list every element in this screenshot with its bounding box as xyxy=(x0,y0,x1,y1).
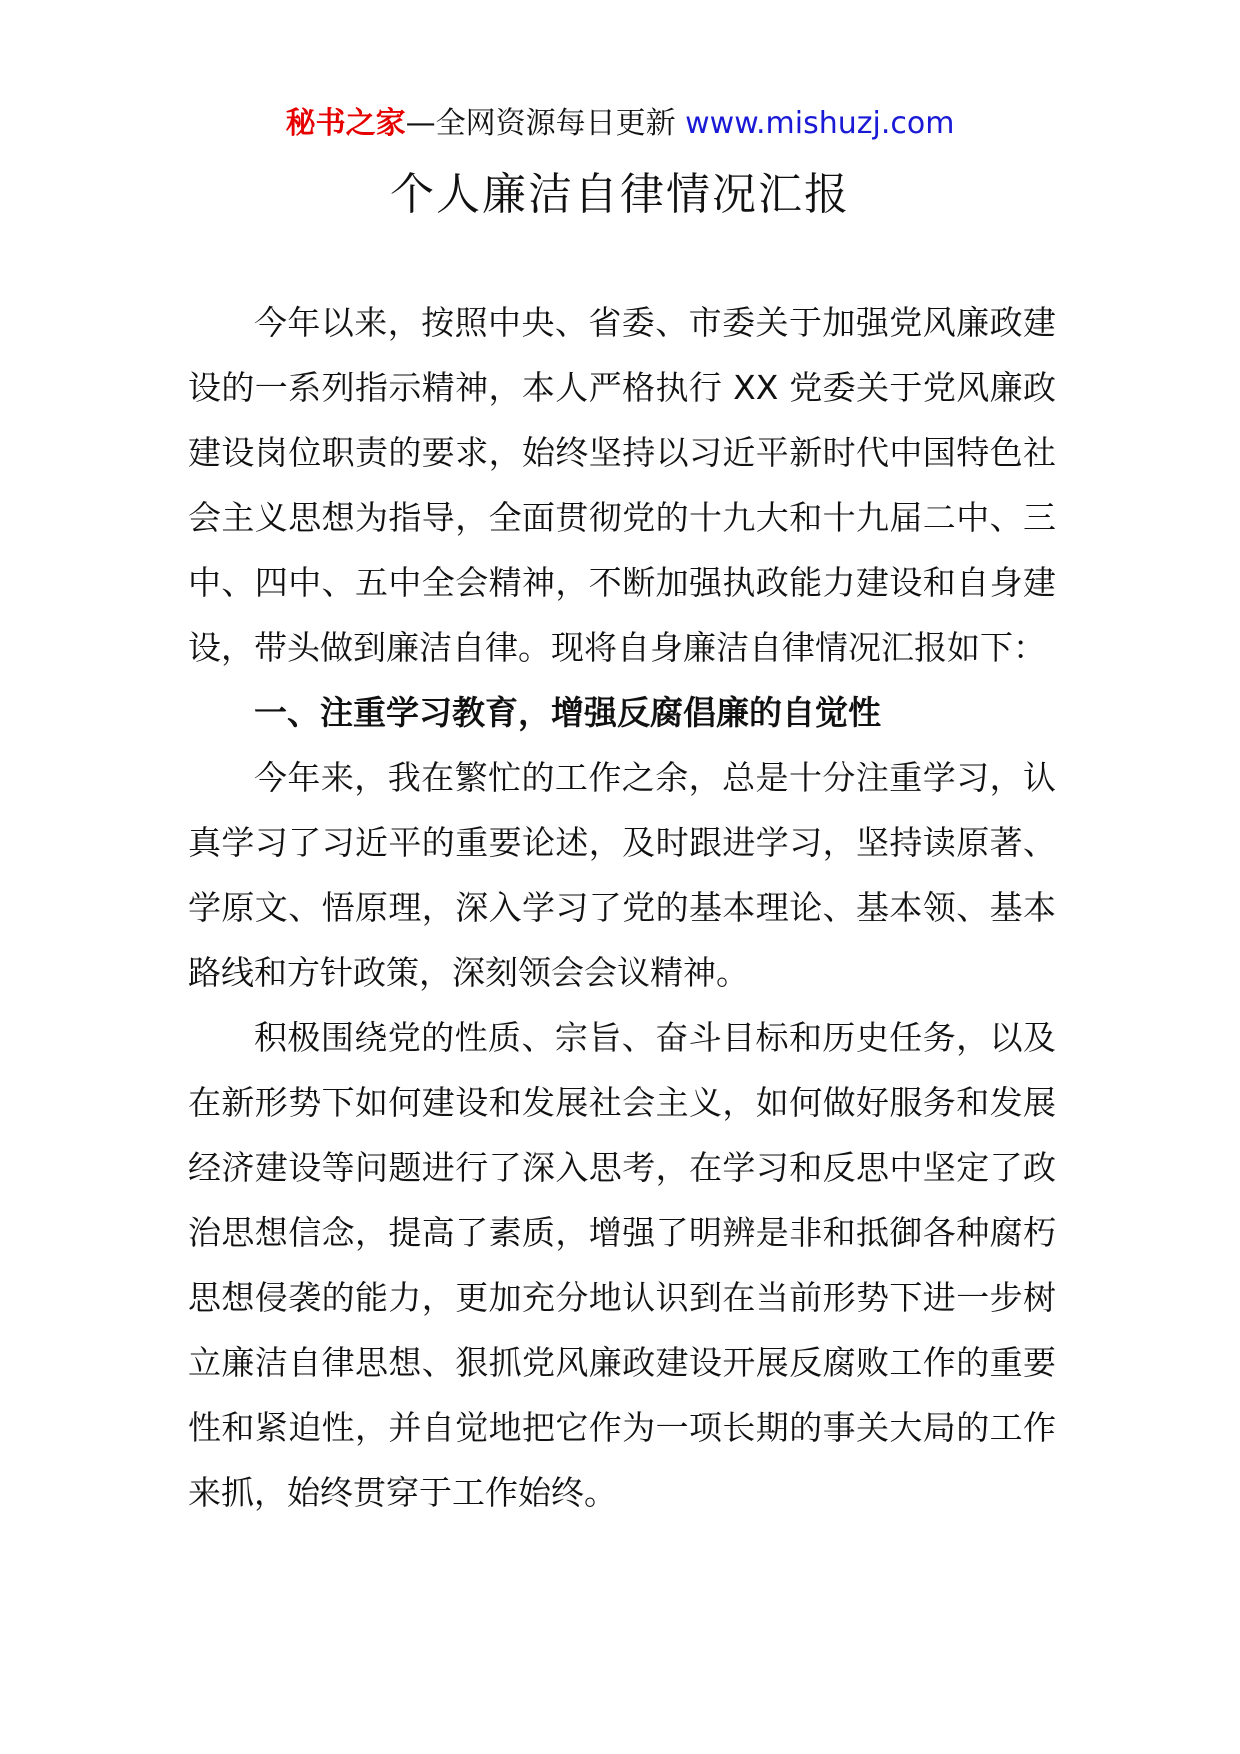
document-title: 个人廉洁自律情况汇报 xyxy=(390,169,850,220)
site-header xyxy=(0,102,1240,146)
paragraph-reflection: 积极围绕党的性质、宗旨、奋斗目标和历史任务，以及在新形势下如何建设和发展社会主义，如何做好服务和发展经济建设等问题进行了深入思考，在学习和反思中坚定了政治思想信念，提高了素质，增强了明辨是非和抵御各种腐朽思想侵袭的能力，更加充分地认识到在当前形势下进一步树立廉洁自律思想、狠抓党风廉政建设开展反腐败工作的重要性和紧迫性，并自觉地把它作为一项长期的事关大局的工作来抓，始终贯穿于工作始终。 xyxy=(188,1018,1056,1512)
paragraph-study: 今年来，我在繁忙的工作之余，总是十分注重学习，认真学习了习近平的重要论述，及时跟进学习，坚持读原著、学原文、悟原理，深入学习了党的基本理论、基本领、基本路线和方针政策，深刻领会会议精神。 xyxy=(188,758,1056,992)
section-heading-1: 一、注重学习教育，增强反腐倡廉的自觉性 xyxy=(254,693,881,732)
header-slogan: —全网资源每日更新 xyxy=(405,106,686,141)
site-url: www.mishuzj.com xyxy=(685,106,955,141)
brand-name: 秘书之家 xyxy=(285,106,406,141)
document-body xyxy=(188,290,1056,1525)
paragraph-intro: 今年以来，按照中央、省委、市委关于加强党风廉政建设的一系列指示精神，本人严格执行 XX 党委关于党风廉政建设岗位职责的要求，始终坚持以习近平新时代中国特色社会主义思想为指导，全面贯彻党的十九大和十九届二中、三中、四中、五中全会精神，不断加强执政能力建设和自身建设，带头做到廉洁自律。现将自身廉洁自律情况汇报如下： xyxy=(188,303,1056,667)
